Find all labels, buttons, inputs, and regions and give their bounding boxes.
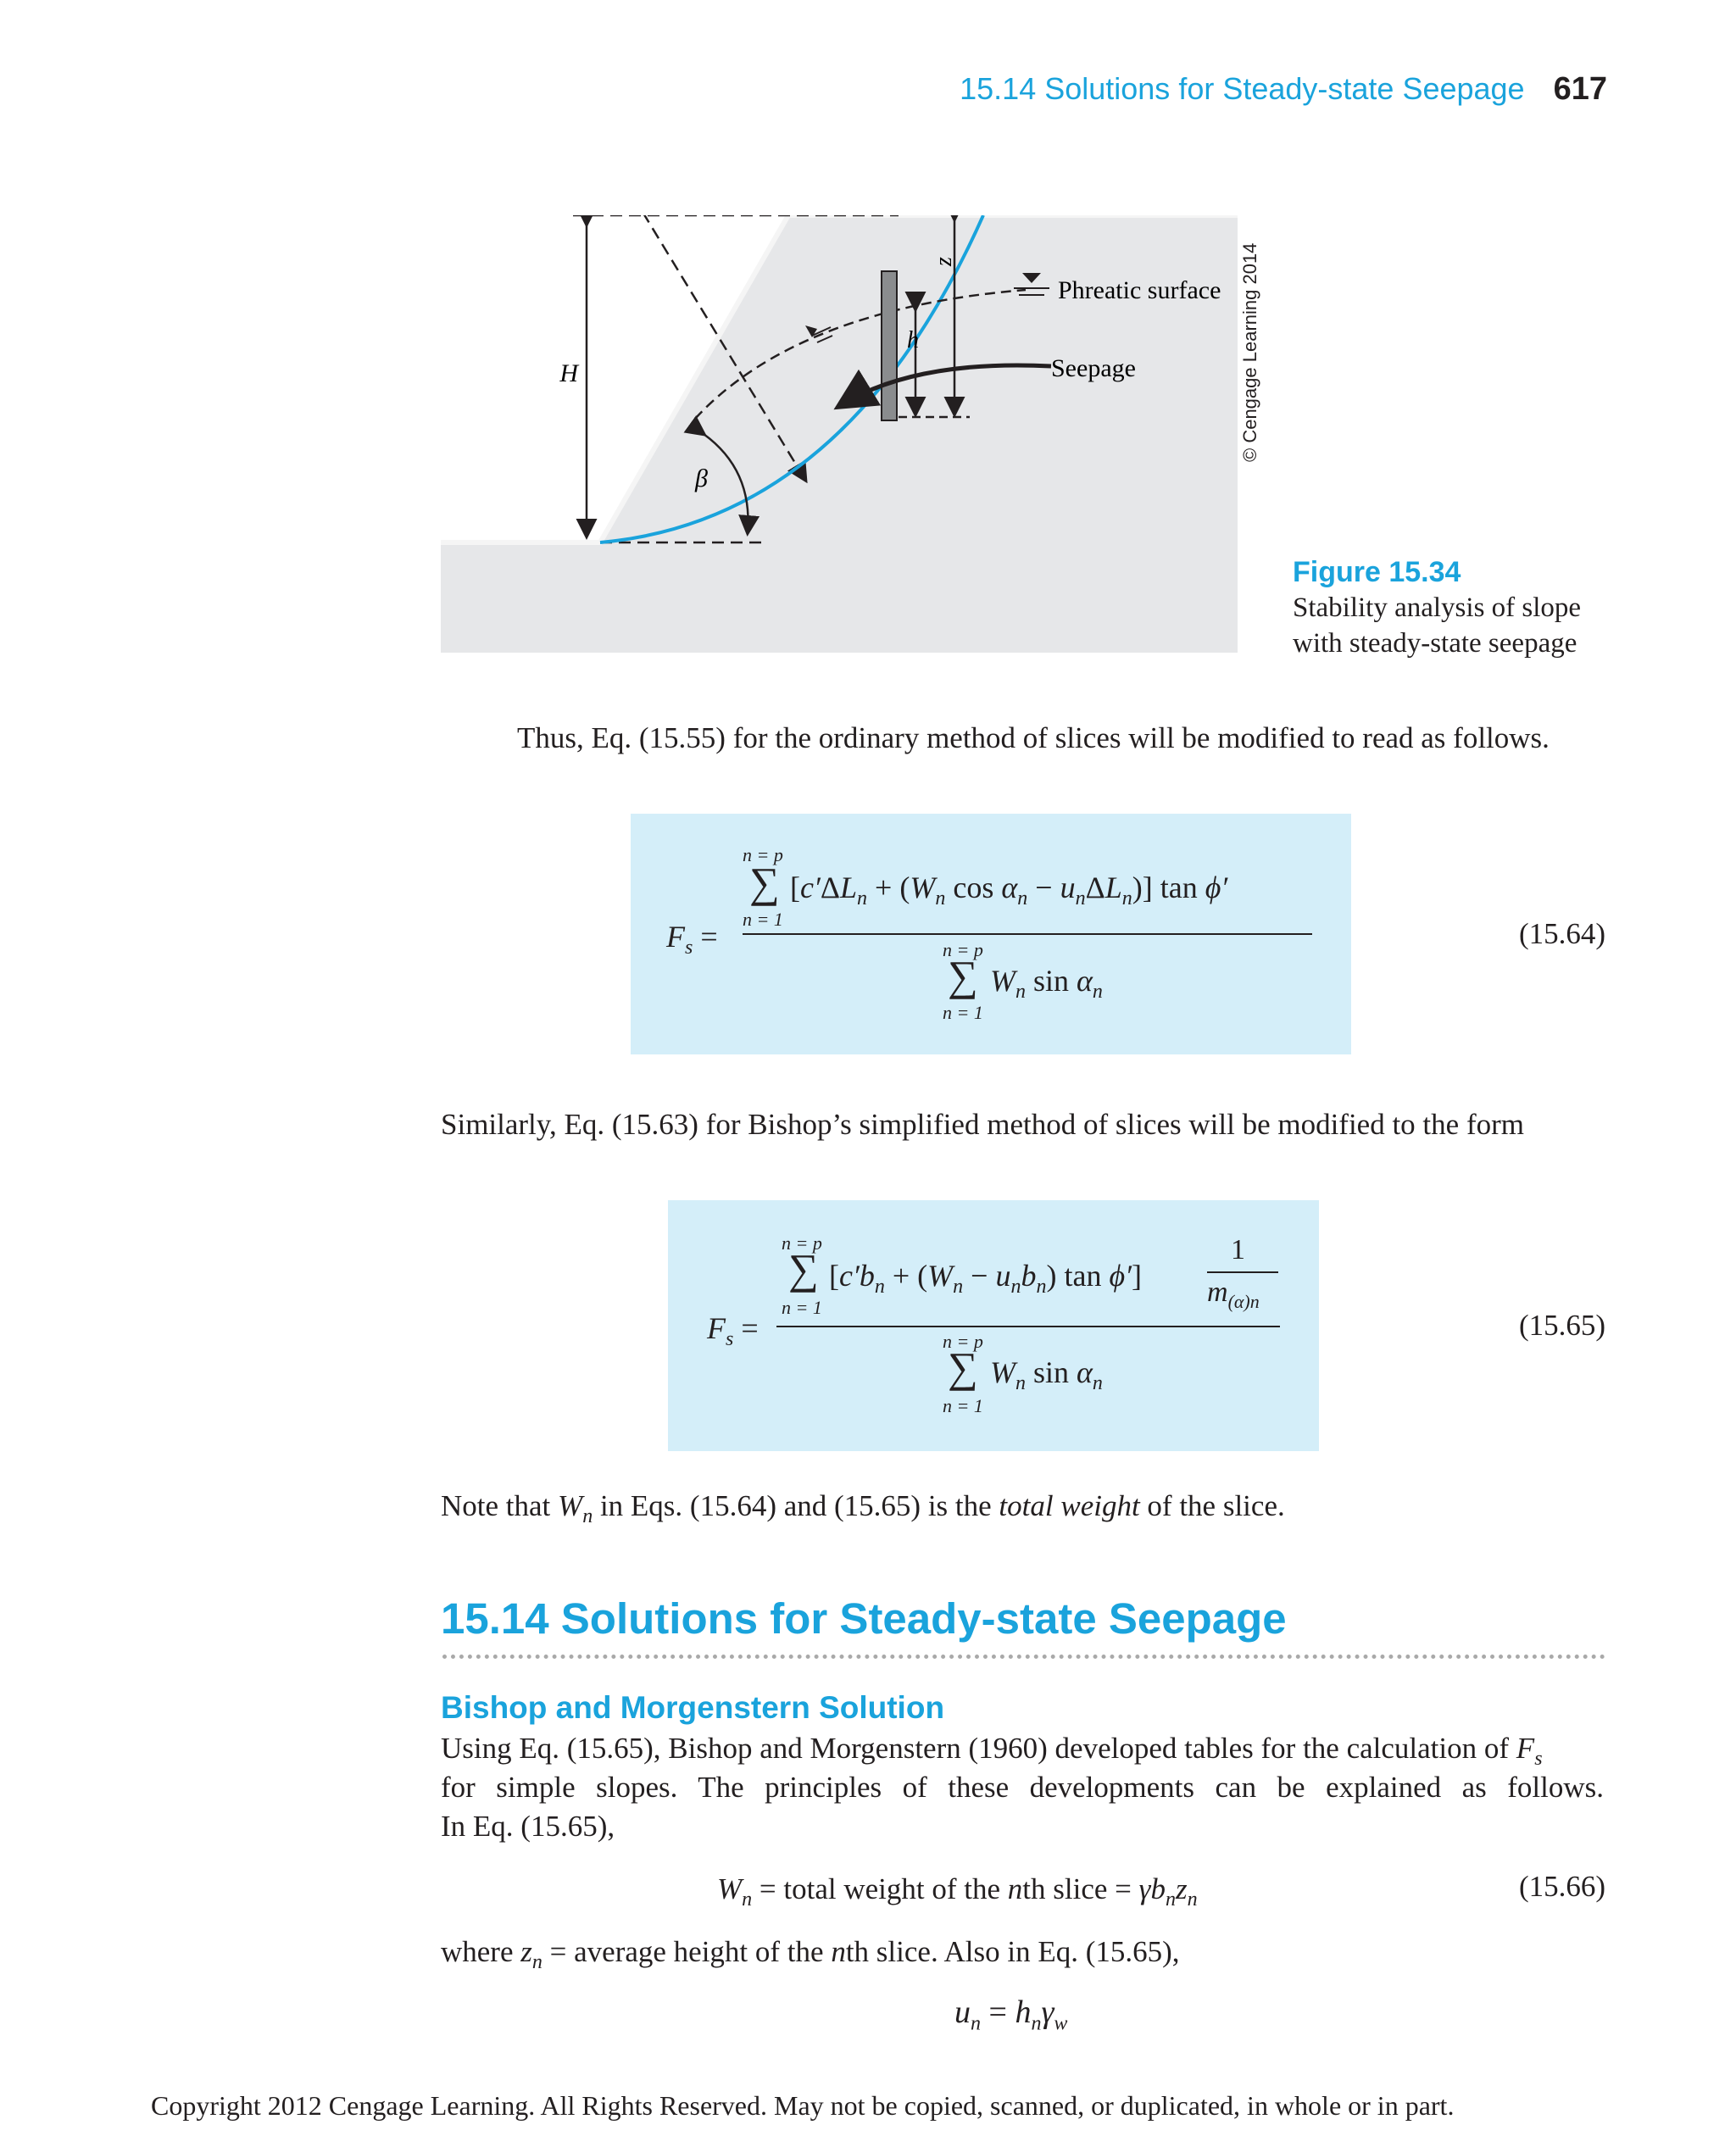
- running-title: 15.14 Solutions for Steady-state Seepage: [960, 71, 1525, 106]
- running-head: [960, 71, 1607, 108]
- seepage-label: Seepage: [1051, 354, 1136, 382]
- eq2-one: 1: [1231, 1234, 1245, 1265]
- eq1-denominator: $W_n$ $\sin \alpha_n$: [990, 964, 1103, 1004]
- eq-number-15-65: (15.65): [1518, 1309, 1605, 1342]
- section-dotted-rule: [442, 1655, 1605, 1659]
- beta-label: β: [695, 464, 708, 492]
- caption-line-1: Stability analysis of slope: [1293, 592, 1582, 623]
- slice: [882, 271, 897, 420]
- eq2-fraction-bar: [776, 1326, 1280, 1327]
- eq-number-15-64: (15.64): [1518, 917, 1605, 950]
- eq2-numerator: [$c'b_n + (W_n - u_nb_n)$ tan ϕ′]: [829, 1259, 1142, 1299]
- eq1-fraction-bar: [743, 933, 1312, 935]
- eq1-den-sum-bot: n = 1: [943, 1002, 983, 1023]
- phreatic-surface-label: Phreatic surface: [1058, 276, 1221, 304]
- eq2-den-sigma: ∑: [948, 1343, 978, 1391]
- eq2-den-sum-top: n = p: [943, 1331, 983, 1352]
- paragraph-2: Similarly, Eq. (15.63) for Bishop’s simplified method of slices will be modified to the form: [441, 1108, 1524, 1141]
- caption-line-2: with steady-state seepage: [1293, 628, 1577, 659]
- eq2-lhs: $F_s$ =: [707, 1311, 759, 1351]
- subsection-heading: Bishop and Morgenstern Solution: [441, 1690, 945, 1725]
- paragraph-1: Thus, Eq. (15.55) for the ordinary method of slices will be modified to read as follows.: [517, 721, 1550, 754]
- eq3-body: $W_n$ = total weight of the nth slice = $\gamma b_nz_n$: [717, 1872, 1198, 1911]
- bishop-line-3: In Eq. (15.65),: [441, 1810, 615, 1843]
- figure-copyright: © Cengage Learning 2014: [1239, 242, 1260, 462]
- section-heading: 15.14 Solutions for Steady-state Seepage: [441, 1594, 1287, 1643]
- eq1-den-sigma: ∑: [948, 952, 978, 999]
- footer-copyright: Copyright 2012 Cengage Learning. All Rights Reserved. May not be copied, scanned, or duplicated, in whole or in part.: [151, 2090, 1455, 2121]
- figure-label: Figure 15.34: [1293, 556, 1461, 588]
- eq1-num-sum-bot: n = 1: [743, 909, 783, 930]
- bishop-line-1: Using Eq. (15.65), Bishop and Morgenstern (1960) developed tables for the calculation of $F_s$: [441, 1732, 1543, 1770]
- eq-un: $u_n = h_n\gamma_w$: [954, 1994, 1068, 2035]
- slope-figure: [441, 215, 1238, 653]
- eq1-num-sum-top: n = p: [743, 844, 783, 865]
- eq2-denominator: $W_n$ $\sin \alpha_n$: [990, 1355, 1103, 1395]
- z-label: z: [931, 257, 957, 266]
- figure-caption: [1293, 554, 1632, 661]
- note-paragraph: Note that $W_n$ in Eqs. (15.64) and (15.65) is the total weight of the slice.: [441, 1489, 1285, 1527]
- eq1-den-sum-top: n = p: [943, 939, 983, 960]
- eq2-den-sum-bot: n = 1: [943, 1395, 983, 1416]
- eq2-num-sum-bot: n = 1: [782, 1297, 822, 1318]
- eq2-num-sum-top: n = p: [782, 1232, 822, 1254]
- H-label: H: [559, 359, 578, 387]
- eq2-m-alpha: $m_{(\alpha)n}$: [1207, 1277, 1260, 1312]
- eq1-numerator: [$c'\Delta L_n + (W_n$ $\cos \alpha_n - u_n\Delta L_n$)] tan ϕ′: [790, 870, 1228, 910]
- eq2-num-sigma: ∑: [788, 1245, 819, 1293]
- where-line: where $z_n$ = average height of the nth slice. Also in Eq. (15.65),: [441, 1935, 1180, 1973]
- eq1-num-sigma: ∑: [749, 859, 780, 906]
- eq2-small-bar: [1207, 1271, 1278, 1273]
- h-label: h: [907, 327, 919, 353]
- eq-number-15-66: (15.66): [1518, 1870, 1605, 1903]
- eq1-lhs: $F_s$ =: [666, 920, 718, 959]
- bishop-line-2: for simple slopes. The principles of these developments can be explained as follows.: [441, 1771, 1604, 1804]
- page-number: 617: [1553, 71, 1607, 107]
